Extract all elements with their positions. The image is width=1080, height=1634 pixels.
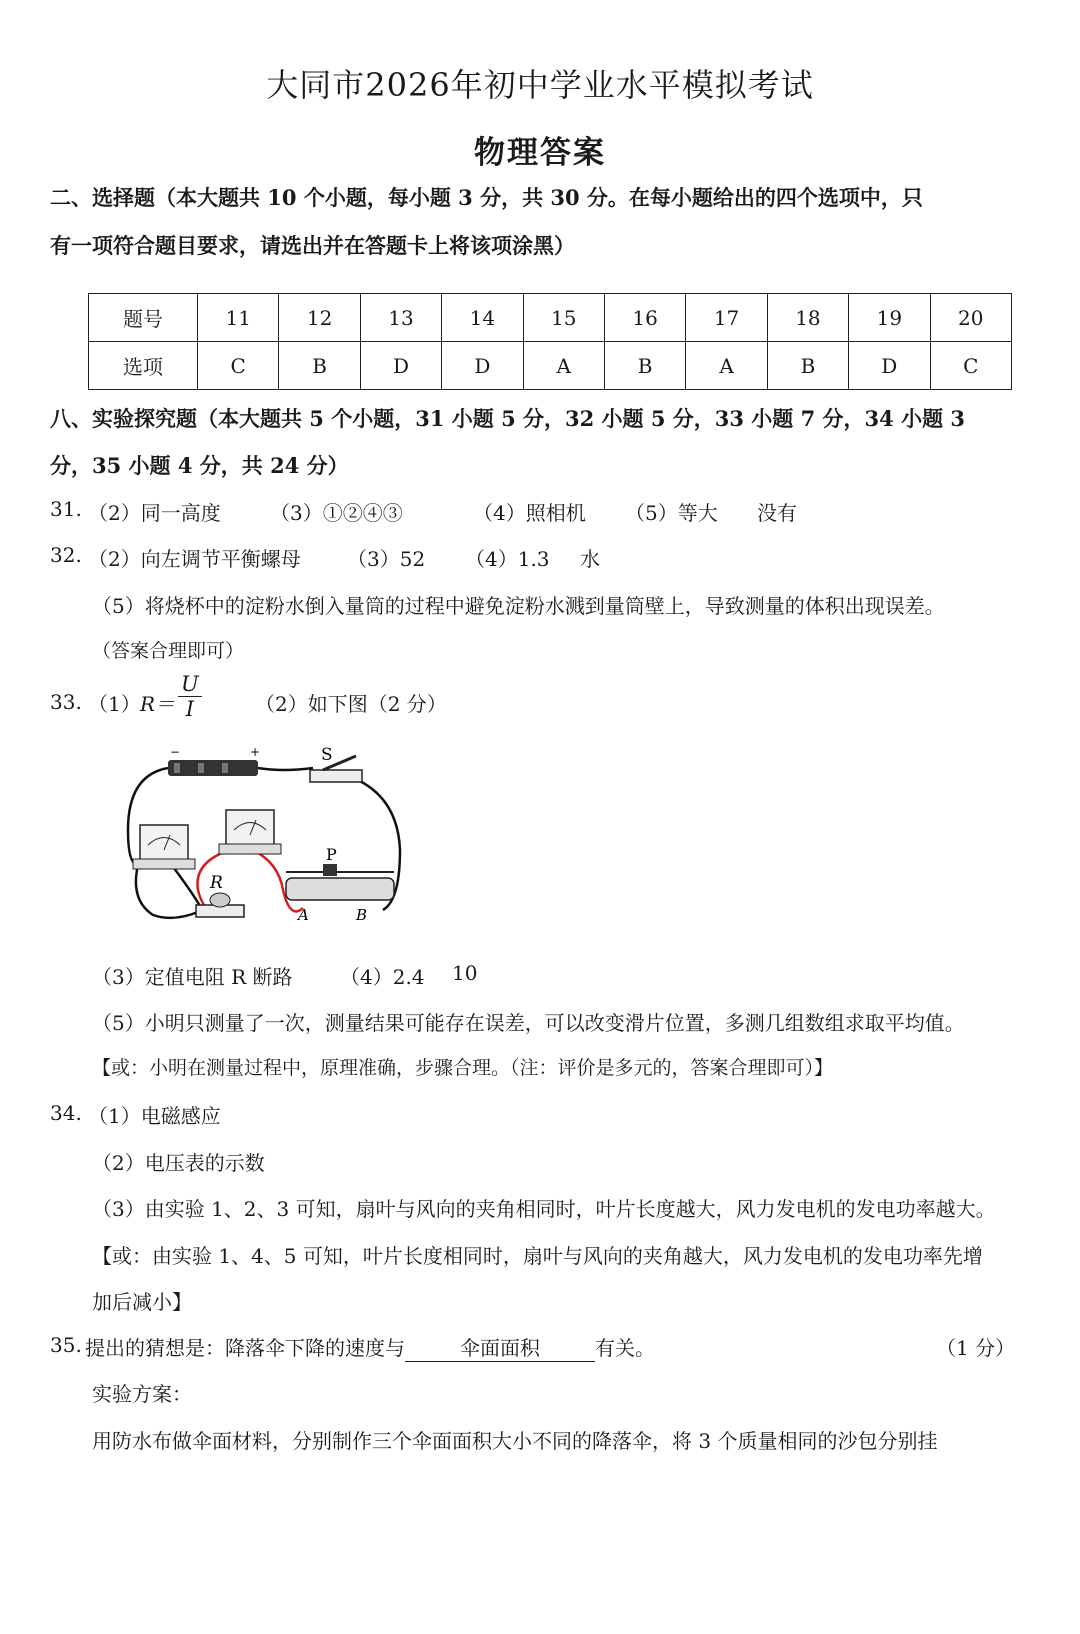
q33-answer-2: （2）如下图（2 分） bbox=[255, 692, 447, 716]
ammeter bbox=[226, 810, 274, 846]
rheostat-end-b-label: B bbox=[356, 906, 368, 924]
table-cell: 14 bbox=[442, 294, 523, 342]
q32-answer-2: （2）向左调节平衡螺母 bbox=[88, 547, 301, 571]
table-cell: 16 bbox=[604, 294, 685, 342]
slider-label: P bbox=[326, 845, 337, 864]
section-8-heading-line1: 八、实验探究题（本大题共 5 个小题，31 小题 5 分，32 小题 5 分，33 小题 7 分，34 小题 3 bbox=[50, 406, 965, 431]
table-header-answer: 选项 bbox=[89, 342, 198, 390]
battery-plus-label: + bbox=[250, 745, 261, 759]
fixed-resistor-body bbox=[210, 893, 230, 907]
q34-alt-line1: 【或：由实验 1、4、5 可知，叶片长度相同时，扇叶与风向的夹角越大，风力发电机的发电功率先增 bbox=[92, 1244, 983, 1268]
table-cell: D bbox=[849, 342, 930, 390]
q31-answer-4: （4）照相机 bbox=[473, 501, 586, 525]
section-2-heading-line2: 有一项符合题目要求，请选出并在答题卡上将该项涂黑） bbox=[50, 233, 575, 258]
q33-answer-4b: 10 bbox=[452, 961, 478, 985]
table-header-number: 题号 bbox=[89, 294, 198, 342]
table-cell: 15 bbox=[523, 294, 604, 342]
wire-voltmeter-resistor bbox=[136, 865, 198, 918]
q34-number: 34. bbox=[50, 1101, 82, 1125]
q33-answer-3: （3）定值电阻 R 断路 bbox=[92, 965, 293, 989]
table-cell: B bbox=[767, 342, 848, 390]
battery-detail bbox=[198, 763, 204, 773]
answer-table bbox=[88, 293, 1012, 390]
section-2-heading-line1: 二、选择题（本大题共 10 个小题，每小题 3 分，共 30 分。在每小题给出的四个选项中，只 bbox=[50, 185, 923, 210]
circuit-diagram bbox=[118, 740, 418, 940]
q35-prefix: 提出的猜想是：降落伞下降的速度与 bbox=[85, 1336, 405, 1360]
formula-numerator: U bbox=[178, 672, 202, 697]
table-cell: 13 bbox=[360, 294, 441, 342]
q33-answer-4: （4）2.4 bbox=[340, 965, 425, 989]
page-title: 大同市2026年初中学业水平模拟考试 bbox=[266, 66, 814, 104]
page-subtitle: 物理答案 bbox=[474, 135, 606, 171]
table-row-numbers bbox=[89, 294, 1012, 342]
q32-note: （答案合理即可） bbox=[92, 640, 245, 662]
table-cell: 19 bbox=[849, 294, 930, 342]
q35-plan-text: 用防水布做伞面材料，分别制作三个伞面面积大小不同的降落伞，将 3 个质量相同的沙包分别挂 bbox=[92, 1429, 938, 1453]
q31-answer-2: （2）同一高度 bbox=[88, 501, 221, 525]
table-cell: A bbox=[523, 342, 604, 390]
battery-detail bbox=[222, 763, 228, 773]
battery bbox=[168, 760, 258, 776]
q33-answer-5: （5）小明只测量了一次，测量结果可能存在误差，可以改变滑片位置，多测几组数组求取平均值。 bbox=[92, 1011, 965, 1035]
table-cell: 20 bbox=[930, 294, 1011, 342]
q35-number: 35. bbox=[50, 1333, 82, 1357]
battery-detail bbox=[174, 763, 180, 773]
battery-minus-label: − bbox=[170, 745, 181, 759]
q32-answer-4: （4）1.3 bbox=[465, 547, 550, 571]
section-8-heading-line2: 分，35 小题 4 分，共 24 分） bbox=[50, 453, 349, 478]
voltmeter bbox=[140, 825, 188, 861]
table-cell: D bbox=[360, 342, 441, 390]
q35-answer-blank: 伞面面积 bbox=[405, 1332, 595, 1362]
wire-battery-switch bbox=[258, 768, 313, 770]
table-cell: 17 bbox=[686, 294, 767, 342]
formula-denominator: I bbox=[185, 697, 194, 721]
q32-answer-4b: 水 bbox=[580, 547, 600, 571]
switch-base bbox=[310, 770, 362, 782]
q31-answer-5b: 没有 bbox=[757, 501, 797, 525]
q33-formula-fraction bbox=[178, 672, 202, 721]
table-cell: 11 bbox=[198, 294, 279, 342]
q32-answer-5: （5）将烧杯中的淀粉水倒入量筒的过程中避免淀粉水溅到量筒壁上，导致测量的体积出现误差。 bbox=[92, 594, 945, 618]
q34-alt-line2: 加后减小】 bbox=[92, 1290, 192, 1314]
q34-answer-1: （1）电磁感应 bbox=[88, 1104, 221, 1128]
table-cell: D bbox=[442, 342, 523, 390]
q31-answer-5: （5）等大 bbox=[625, 501, 718, 525]
q35-score: （1 分） bbox=[936, 1336, 1016, 1360]
q32-answer-3: （3）52 bbox=[347, 547, 426, 571]
table-cell: C bbox=[930, 342, 1011, 390]
q33-answer-1-label: （1） bbox=[88, 692, 141, 716]
q34-answer-2: （2）电压表的示数 bbox=[92, 1151, 265, 1175]
q35-suffix: 有关。 bbox=[595, 1336, 655, 1360]
table-cell: 18 bbox=[767, 294, 848, 342]
table-cell: C bbox=[198, 342, 279, 390]
q33-formula-lhs: R＝ bbox=[140, 692, 176, 716]
q35-hypothesis bbox=[85, 1332, 655, 1362]
table-cell: B bbox=[279, 342, 360, 390]
q33-number: 33. bbox=[50, 690, 82, 714]
table-cell: 12 bbox=[279, 294, 360, 342]
q31-number: 31. bbox=[50, 497, 82, 521]
table-cell: A bbox=[686, 342, 767, 390]
voltmeter-base bbox=[133, 859, 195, 869]
q32-number: 32. bbox=[50, 543, 82, 567]
ammeter-base bbox=[219, 844, 281, 854]
rheostat bbox=[286, 878, 394, 900]
q33-alt: 【或：小明在测量过程中，原理准确，步骤合理。（注：评价是多元的，答案合理即可）】 bbox=[92, 1057, 834, 1079]
q31-answer-3: （3）①②④③ bbox=[270, 501, 403, 525]
q34-answer-3: （3）由实验 1、2、3 可知，扇叶与风向的夹角相同时，叶片长度越大，风力发电机的发电功率越大。 bbox=[92, 1197, 996, 1221]
rheostat-slider bbox=[323, 864, 337, 876]
table-cell: B bbox=[604, 342, 685, 390]
table-row-answers bbox=[89, 342, 1012, 390]
q35-plan-label: 实验方案： bbox=[92, 1382, 192, 1406]
resistor-label: R bbox=[210, 873, 223, 893]
switch-label: S bbox=[321, 745, 333, 765]
rheostat-end-a-label: A bbox=[298, 906, 309, 924]
